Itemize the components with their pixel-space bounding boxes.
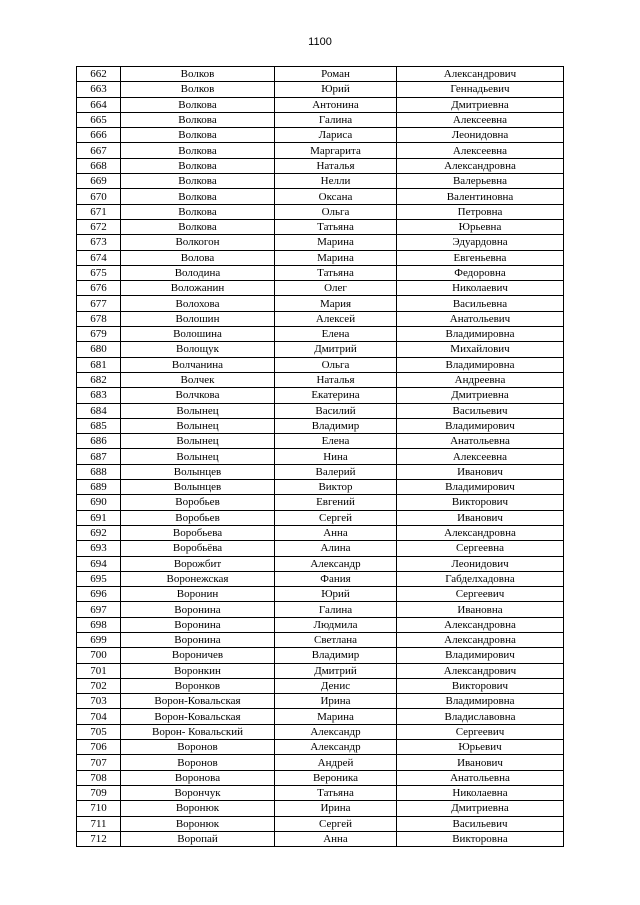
cell-first-name: Александр	[275, 724, 397, 739]
cell-row-number: 663	[77, 82, 121, 97]
cell-first-name: Александр	[275, 740, 397, 755]
cell-last-name: Волкова	[121, 204, 275, 219]
cell-first-name: Оксана	[275, 189, 397, 204]
table-row	[77, 418, 564, 433]
cell-patronymic: Андреевна	[397, 372, 564, 387]
cell-row-number: 702	[77, 678, 121, 693]
table-row	[77, 311, 564, 326]
cell-patronymic: Федоровна	[397, 265, 564, 280]
cell-first-name: Василий	[275, 403, 397, 418]
table-row	[77, 67, 564, 82]
cell-patronymic: Алексеевна	[397, 449, 564, 464]
cell-patronymic: Юрьевна	[397, 219, 564, 234]
cell-row-number: 668	[77, 158, 121, 173]
cell-patronymic: Сергеевич	[397, 587, 564, 602]
table-row	[77, 770, 564, 785]
cell-first-name: Дмитрий	[275, 663, 397, 678]
cell-row-number: 684	[77, 403, 121, 418]
table-row	[77, 648, 564, 663]
cell-row-number: 709	[77, 785, 121, 800]
table-row	[77, 281, 564, 296]
cell-first-name: Роман	[275, 67, 397, 82]
cell-first-name: Юрий	[275, 587, 397, 602]
table-row	[77, 97, 564, 112]
cell-first-name: Нина	[275, 449, 397, 464]
cell-first-name: Евгений	[275, 495, 397, 510]
table-row	[77, 342, 564, 357]
cell-row-number: 670	[77, 189, 121, 204]
cell-row-number: 669	[77, 174, 121, 189]
cell-first-name: Светлана	[275, 632, 397, 647]
cell-patronymic: Владиславовна	[397, 709, 564, 724]
cell-row-number: 701	[77, 663, 121, 678]
cell-last-name: Волкова	[121, 97, 275, 112]
table-row	[77, 816, 564, 831]
cell-last-name: Воробьёва	[121, 541, 275, 556]
cell-patronymic: Евгеньевна	[397, 250, 564, 265]
cell-patronymic: Валентиновна	[397, 189, 564, 204]
cell-last-name: Воронежская	[121, 571, 275, 586]
cell-last-name: Волынец	[121, 418, 275, 433]
cell-patronymic: Алексеевна	[397, 143, 564, 158]
cell-first-name: Ирина	[275, 801, 397, 816]
cell-first-name: Людмила	[275, 617, 397, 632]
table-row	[77, 831, 564, 846]
cell-patronymic: Владимировна	[397, 357, 564, 372]
cell-last-name: Воронюк	[121, 816, 275, 831]
table-row	[77, 495, 564, 510]
cell-last-name: Воронина	[121, 617, 275, 632]
cell-first-name: Дмитрий	[275, 342, 397, 357]
cell-row-number: 673	[77, 235, 121, 250]
cell-row-number: 685	[77, 418, 121, 433]
cell-first-name: Алина	[275, 541, 397, 556]
cell-patronymic: Викторовна	[397, 831, 564, 846]
cell-first-name: Антонина	[275, 97, 397, 112]
cell-row-number: 677	[77, 296, 121, 311]
cell-first-name: Александр	[275, 556, 397, 571]
table-row	[77, 556, 564, 571]
cell-last-name: Волчек	[121, 372, 275, 387]
cell-last-name: Волкова	[121, 174, 275, 189]
cell-row-number: 690	[77, 495, 121, 510]
table-row	[77, 82, 564, 97]
cell-last-name: Волынец	[121, 434, 275, 449]
cell-first-name: Екатерина	[275, 388, 397, 403]
table-row	[77, 235, 564, 250]
cell-row-number: 712	[77, 831, 121, 846]
cell-last-name: Волков	[121, 67, 275, 82]
cell-row-number: 700	[77, 648, 121, 663]
cell-first-name: Татьяна	[275, 219, 397, 234]
cell-row-number: 705	[77, 724, 121, 739]
cell-row-number: 686	[77, 434, 121, 449]
cell-row-number: 674	[77, 250, 121, 265]
cell-last-name: Ворон- Ковальский	[121, 724, 275, 739]
cell-row-number: 676	[77, 281, 121, 296]
cell-patronymic: Николаевна	[397, 785, 564, 800]
cell-patronymic: Ивановна	[397, 602, 564, 617]
cell-patronymic: Сергеевна	[397, 541, 564, 556]
cell-row-number: 696	[77, 587, 121, 602]
registry-table	[76, 66, 564, 847]
cell-last-name: Волкова	[121, 219, 275, 234]
table-row	[77, 694, 564, 709]
cell-last-name: Волкова	[121, 189, 275, 204]
cell-last-name: Волынцев	[121, 464, 275, 479]
table-row	[77, 204, 564, 219]
table-row	[77, 403, 564, 418]
cell-last-name: Вороничев	[121, 648, 275, 663]
cell-first-name: Сергей	[275, 510, 397, 525]
page-number: 1100	[308, 36, 332, 48]
cell-row-number: 688	[77, 464, 121, 479]
cell-first-name: Галина	[275, 112, 397, 127]
cell-row-number: 693	[77, 541, 121, 556]
cell-last-name: Воробьев	[121, 510, 275, 525]
cell-last-name: Воложанин	[121, 281, 275, 296]
cell-patronymic: Викторович	[397, 678, 564, 693]
cell-patronymic: Викторович	[397, 495, 564, 510]
table-row	[77, 143, 564, 158]
table-row	[77, 510, 564, 525]
cell-patronymic: Иванович	[397, 510, 564, 525]
table-row	[77, 434, 564, 449]
cell-last-name: Ворожбит	[121, 556, 275, 571]
cell-last-name: Воронина	[121, 602, 275, 617]
cell-last-name: Воронюк	[121, 801, 275, 816]
cell-patronymic: Анатольевич	[397, 311, 564, 326]
cell-row-number: 711	[77, 816, 121, 831]
cell-patronymic: Александровна	[397, 632, 564, 647]
cell-last-name: Ворон-Ковальская	[121, 694, 275, 709]
cell-row-number: 704	[77, 709, 121, 724]
cell-first-name: Елена	[275, 434, 397, 449]
table-row	[77, 372, 564, 387]
cell-row-number: 692	[77, 525, 121, 540]
cell-first-name: Марина	[275, 709, 397, 724]
cell-patronymic: Иванович	[397, 755, 564, 770]
table-row	[77, 755, 564, 770]
cell-last-name: Волкова	[121, 158, 275, 173]
cell-first-name: Валерий	[275, 464, 397, 479]
cell-row-number: 662	[77, 67, 121, 82]
cell-first-name: Виктор	[275, 480, 397, 495]
cell-patronymic: Габделхадовна	[397, 571, 564, 586]
cell-patronymic: Петровна	[397, 204, 564, 219]
cell-patronymic: Юрьевич	[397, 740, 564, 755]
cell-row-number: 665	[77, 112, 121, 127]
cell-row-number: 667	[77, 143, 121, 158]
cell-first-name: Денис	[275, 678, 397, 693]
cell-row-number: 681	[77, 357, 121, 372]
cell-first-name: Вероника	[275, 770, 397, 785]
cell-last-name: Волынец	[121, 403, 275, 418]
cell-patronymic: Александрович	[397, 663, 564, 678]
cell-first-name: Марина	[275, 235, 397, 250]
table-row	[77, 571, 564, 586]
cell-last-name: Воронков	[121, 678, 275, 693]
cell-first-name: Елена	[275, 327, 397, 342]
table-row	[77, 449, 564, 464]
cell-first-name: Алексей	[275, 311, 397, 326]
table-row	[77, 525, 564, 540]
cell-first-name: Андрей	[275, 755, 397, 770]
cell-row-number: 671	[77, 204, 121, 219]
table-row	[77, 663, 564, 678]
table-row	[77, 480, 564, 495]
cell-patronymic: Владимировна	[397, 694, 564, 709]
cell-first-name: Наталья	[275, 372, 397, 387]
cell-patronymic: Александровна	[397, 158, 564, 173]
table-row	[77, 128, 564, 143]
cell-patronymic: Иванович	[397, 464, 564, 479]
table-row	[77, 388, 564, 403]
cell-patronymic: Валерьевна	[397, 174, 564, 189]
table-row	[77, 801, 564, 816]
cell-last-name: Воронкин	[121, 663, 275, 678]
cell-last-name: Волынец	[121, 449, 275, 464]
cell-row-number: 703	[77, 694, 121, 709]
cell-row-number: 675	[77, 265, 121, 280]
table-row	[77, 112, 564, 127]
cell-row-number: 672	[77, 219, 121, 234]
cell-last-name: Волкова	[121, 128, 275, 143]
cell-row-number: 699	[77, 632, 121, 647]
cell-last-name: Володина	[121, 265, 275, 280]
cell-patronymic: Алексеевна	[397, 112, 564, 127]
cell-first-name: Анна	[275, 525, 397, 540]
cell-last-name: Воронов	[121, 740, 275, 755]
cell-first-name: Татьяна	[275, 265, 397, 280]
cell-first-name: Марина	[275, 250, 397, 265]
table-row	[77, 158, 564, 173]
cell-last-name: Воробьев	[121, 495, 275, 510]
table-row	[77, 219, 564, 234]
cell-row-number: 695	[77, 571, 121, 586]
cell-patronymic: Леонидович	[397, 556, 564, 571]
cell-patronymic: Михайлович	[397, 342, 564, 357]
cell-patronymic: Дмитриевна	[397, 388, 564, 403]
table-row	[77, 709, 564, 724]
cell-last-name: Волчкова	[121, 388, 275, 403]
table-row	[77, 632, 564, 647]
cell-row-number: 691	[77, 510, 121, 525]
cell-row-number: 678	[77, 311, 121, 326]
cell-first-name: Ирина	[275, 694, 397, 709]
table-row	[77, 357, 564, 372]
cell-last-name: Воропай	[121, 831, 275, 846]
table-row	[77, 724, 564, 739]
cell-last-name: Воробьева	[121, 525, 275, 540]
cell-first-name: Ольга	[275, 357, 397, 372]
cell-last-name: Воронова	[121, 770, 275, 785]
cell-row-number: 707	[77, 755, 121, 770]
table-row	[77, 296, 564, 311]
cell-row-number: 687	[77, 449, 121, 464]
cell-last-name: Воронов	[121, 755, 275, 770]
cell-last-name: Волкова	[121, 143, 275, 158]
cell-patronymic: Дмитриевна	[397, 801, 564, 816]
table-row	[77, 602, 564, 617]
cell-first-name: Сергей	[275, 816, 397, 831]
cell-patronymic: Александровна	[397, 617, 564, 632]
cell-last-name: Волохова	[121, 296, 275, 311]
cell-last-name: Волкова	[121, 112, 275, 127]
cell-first-name: Владимир	[275, 418, 397, 433]
cell-first-name: Наталья	[275, 158, 397, 173]
cell-last-name: Волощук	[121, 342, 275, 357]
cell-patronymic: Владимирович	[397, 418, 564, 433]
cell-patronymic: Васильевич	[397, 403, 564, 418]
table-row	[77, 541, 564, 556]
cell-row-number: 698	[77, 617, 121, 632]
cell-first-name: Юрий	[275, 82, 397, 97]
cell-patronymic: Эдуардовна	[397, 235, 564, 250]
table-row	[77, 678, 564, 693]
table-row	[77, 174, 564, 189]
cell-first-name: Владимир	[275, 648, 397, 663]
cell-patronymic: Владимировна	[397, 327, 564, 342]
cell-patronymic: Дмитриевна	[397, 97, 564, 112]
cell-last-name: Воронин	[121, 587, 275, 602]
table-row	[77, 265, 564, 280]
cell-last-name: Волошин	[121, 311, 275, 326]
cell-last-name: Воронина	[121, 632, 275, 647]
table-row	[77, 587, 564, 602]
cell-patronymic: Владимирович	[397, 480, 564, 495]
table-row	[77, 327, 564, 342]
table-row	[77, 250, 564, 265]
cell-row-number: 694	[77, 556, 121, 571]
cell-first-name: Нелли	[275, 174, 397, 189]
cell-row-number: 682	[77, 372, 121, 387]
cell-first-name: Маргарита	[275, 143, 397, 158]
cell-patronymic: Васильевна	[397, 296, 564, 311]
cell-patronymic: Александровна	[397, 525, 564, 540]
cell-patronymic: Николаевич	[397, 281, 564, 296]
cell-row-number: 666	[77, 128, 121, 143]
table-row	[77, 740, 564, 755]
cell-first-name: Олег	[275, 281, 397, 296]
cell-first-name: Лариса	[275, 128, 397, 143]
cell-last-name: Волчанина	[121, 357, 275, 372]
cell-last-name: Волова	[121, 250, 275, 265]
cell-patronymic: Васильевич	[397, 816, 564, 831]
cell-first-name: Татьяна	[275, 785, 397, 800]
table-row	[77, 785, 564, 800]
table-row	[77, 617, 564, 632]
table-row	[77, 464, 564, 479]
cell-first-name: Галина	[275, 602, 397, 617]
cell-last-name: Волынцев	[121, 480, 275, 495]
cell-patronymic: Сергеевич	[397, 724, 564, 739]
cell-first-name: Анна	[275, 831, 397, 846]
cell-row-number: 664	[77, 97, 121, 112]
cell-row-number: 708	[77, 770, 121, 785]
cell-patronymic: Леонидовна	[397, 128, 564, 143]
cell-row-number: 680	[77, 342, 121, 357]
cell-row-number: 710	[77, 801, 121, 816]
cell-first-name: Мария	[275, 296, 397, 311]
registry-table-body	[77, 67, 564, 847]
cell-last-name: Ворончук	[121, 785, 275, 800]
cell-last-name: Волошина	[121, 327, 275, 342]
cell-last-name: Ворон-Ковальская	[121, 709, 275, 724]
cell-last-name: Волков	[121, 82, 275, 97]
table-row	[77, 189, 564, 204]
cell-patronymic: Анатольевна	[397, 770, 564, 785]
cell-patronymic: Анатольевна	[397, 434, 564, 449]
cell-row-number: 683	[77, 388, 121, 403]
cell-patronymic: Александрович	[397, 67, 564, 82]
cell-patronymic: Геннадьевич	[397, 82, 564, 97]
cell-first-name: Фания	[275, 571, 397, 586]
cell-first-name: Ольга	[275, 204, 397, 219]
cell-row-number: 689	[77, 480, 121, 495]
cell-row-number: 679	[77, 327, 121, 342]
cell-last-name: Волкогон	[121, 235, 275, 250]
cell-patronymic: Владимирович	[397, 648, 564, 663]
cell-row-number: 706	[77, 740, 121, 755]
cell-row-number: 697	[77, 602, 121, 617]
